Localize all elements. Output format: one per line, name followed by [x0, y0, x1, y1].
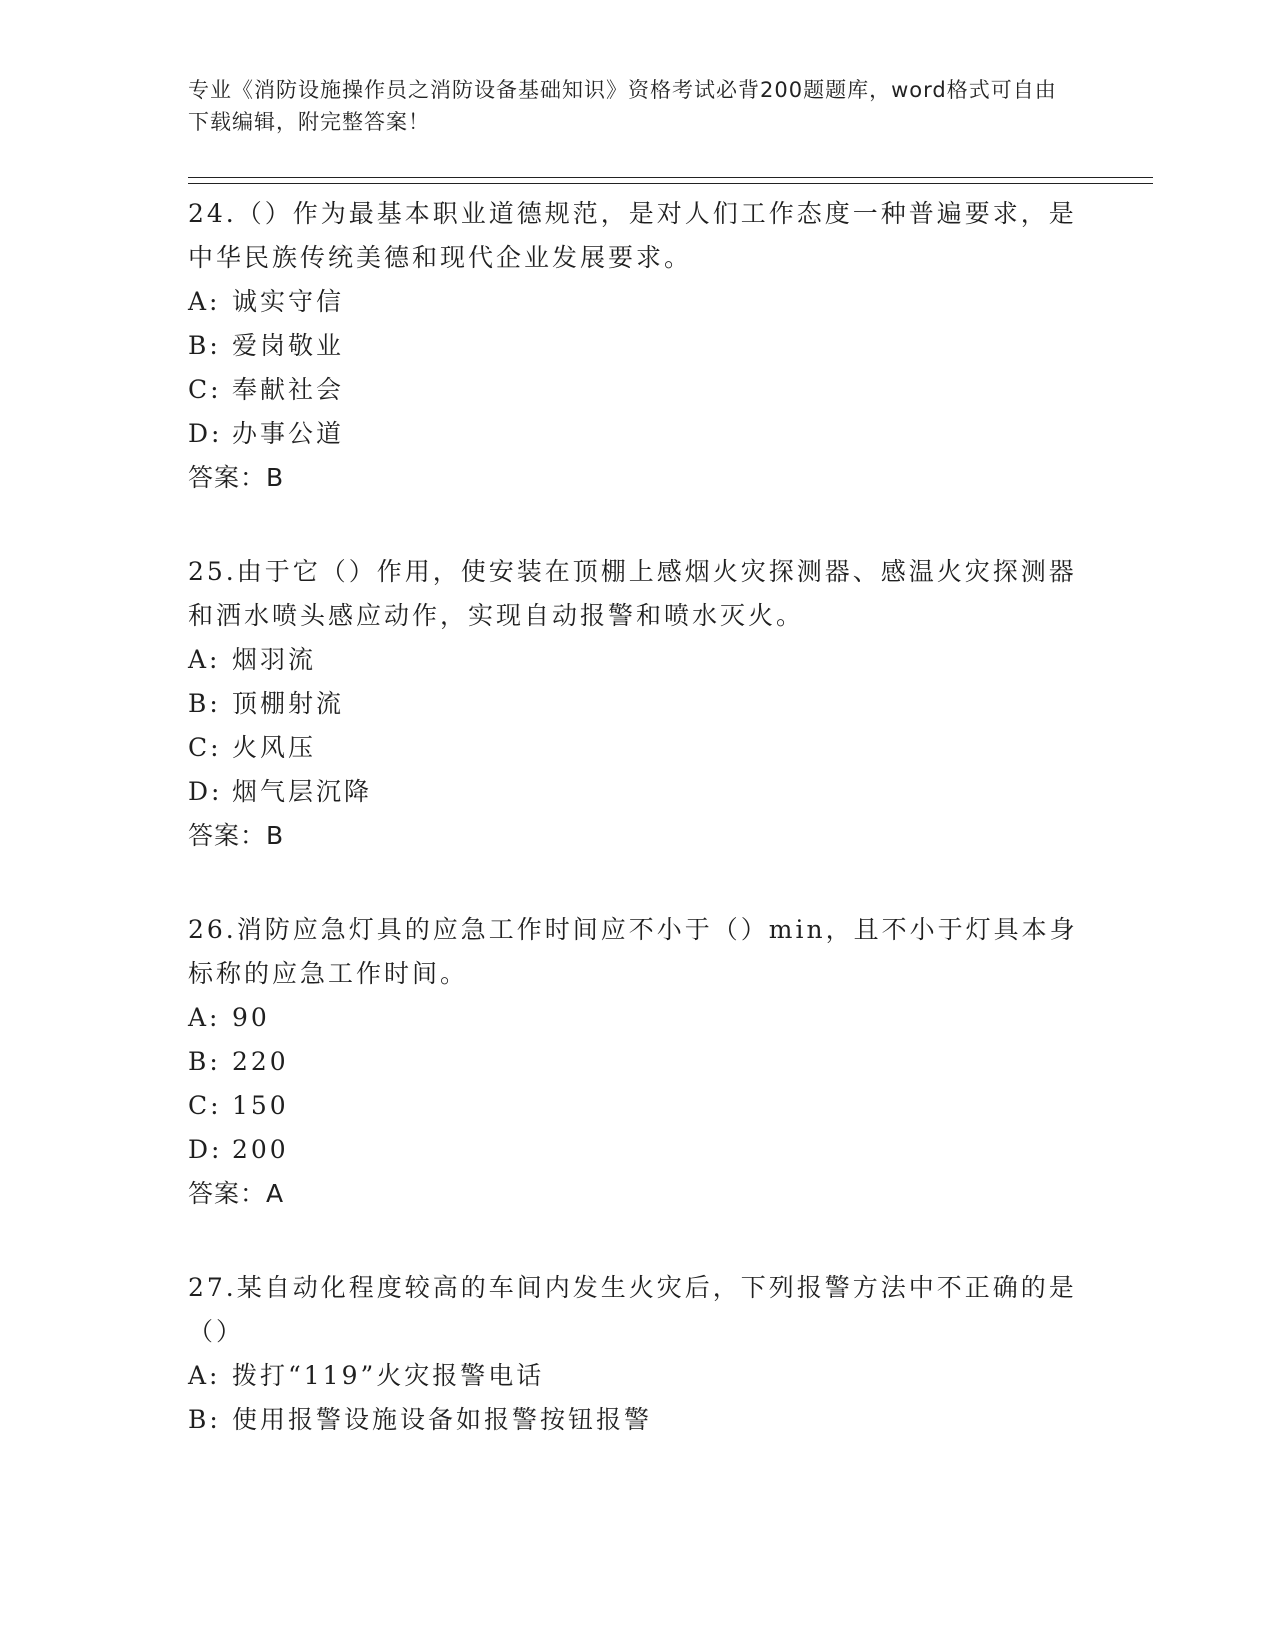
question-stem: 25.由于它（）作用，使安装在顶棚上感烟火灾探测器、感温火灾探测器和洒水喷头感应动作，实现自动报警和喷水灭火。	[188, 557, 1077, 630]
question-26	[188, 908, 1088, 1216]
option-c	[188, 368, 1088, 412]
option-a	[188, 996, 1088, 1040]
option-c	[188, 1084, 1088, 1128]
option-key: A:	[188, 1003, 221, 1032]
option-text: 爱岗敬业	[232, 331, 345, 360]
option-text: 烟气层沉降	[232, 777, 373, 806]
option-key: D:	[188, 419, 223, 448]
option-text: 火风压	[232, 733, 317, 762]
option-text: 220	[232, 1047, 289, 1076]
option-key: A:	[188, 645, 221, 674]
option-key: B:	[188, 331, 221, 360]
question-24	[188, 192, 1088, 500]
option-key: B:	[188, 689, 221, 718]
option-b	[188, 1040, 1088, 1084]
option-text: 150	[232, 1091, 289, 1120]
question-stem: 26.消防应急灯具的应急工作时间应不小于（）min，且不小于灯具本身标称的应急工作时间。	[188, 915, 1078, 988]
option-text: 顶棚射流	[232, 689, 345, 718]
option-key: D:	[188, 777, 223, 806]
question-25	[188, 550, 1088, 858]
option-key: D:	[188, 1135, 223, 1164]
option-b	[188, 682, 1088, 726]
answer-line: 答案：B	[188, 821, 285, 850]
option-key: A:	[188, 1361, 221, 1390]
option-a	[188, 638, 1088, 682]
question-stem: 27.某自动化程度较高的车间内发生火灾后，下列报警方法中不正确的是（）	[188, 1273, 1077, 1346]
option-text: 诚实守信	[232, 287, 345, 316]
document-header: 专业《消防设施操作员之消防设备基础知识》资格考试必背200题题库，word格式可自由下载编辑，附完整答案！	[188, 78, 1057, 134]
answer-line: 答案：B	[188, 463, 285, 492]
option-a	[188, 280, 1088, 324]
option-key: C:	[188, 375, 222, 404]
option-b	[188, 1398, 1088, 1442]
header-divider	[188, 177, 1153, 184]
answer-line: 答案：A	[188, 1179, 285, 1208]
option-a	[188, 1354, 1088, 1398]
option-d	[188, 1128, 1088, 1172]
option-text: 奉献社会	[232, 375, 345, 404]
option-text: 烟羽流	[232, 645, 317, 674]
option-b	[188, 324, 1088, 368]
option-text: 90	[232, 1003, 270, 1032]
option-key: B:	[188, 1047, 221, 1076]
option-key: C:	[188, 1091, 222, 1120]
question-27	[188, 1266, 1088, 1442]
option-c	[188, 726, 1088, 770]
option-key: C:	[188, 733, 222, 762]
option-d	[188, 770, 1088, 814]
question-stem: 24.（）作为最基本职业道德规范，是对人们工作态度一种普遍要求，是中华民族传统美德和现代企业发展要求。	[188, 199, 1077, 272]
option-d	[188, 412, 1088, 456]
option-text: 使用报警设施设备如报警按钮报警	[232, 1405, 653, 1434]
option-text: 200	[232, 1135, 289, 1164]
option-text: 拨打“119”火灾报警电话	[232, 1361, 545, 1390]
option-key: B:	[188, 1405, 221, 1434]
option-text: 办事公道	[232, 419, 345, 448]
option-key: A:	[188, 287, 221, 316]
question-list	[188, 192, 1088, 1492]
